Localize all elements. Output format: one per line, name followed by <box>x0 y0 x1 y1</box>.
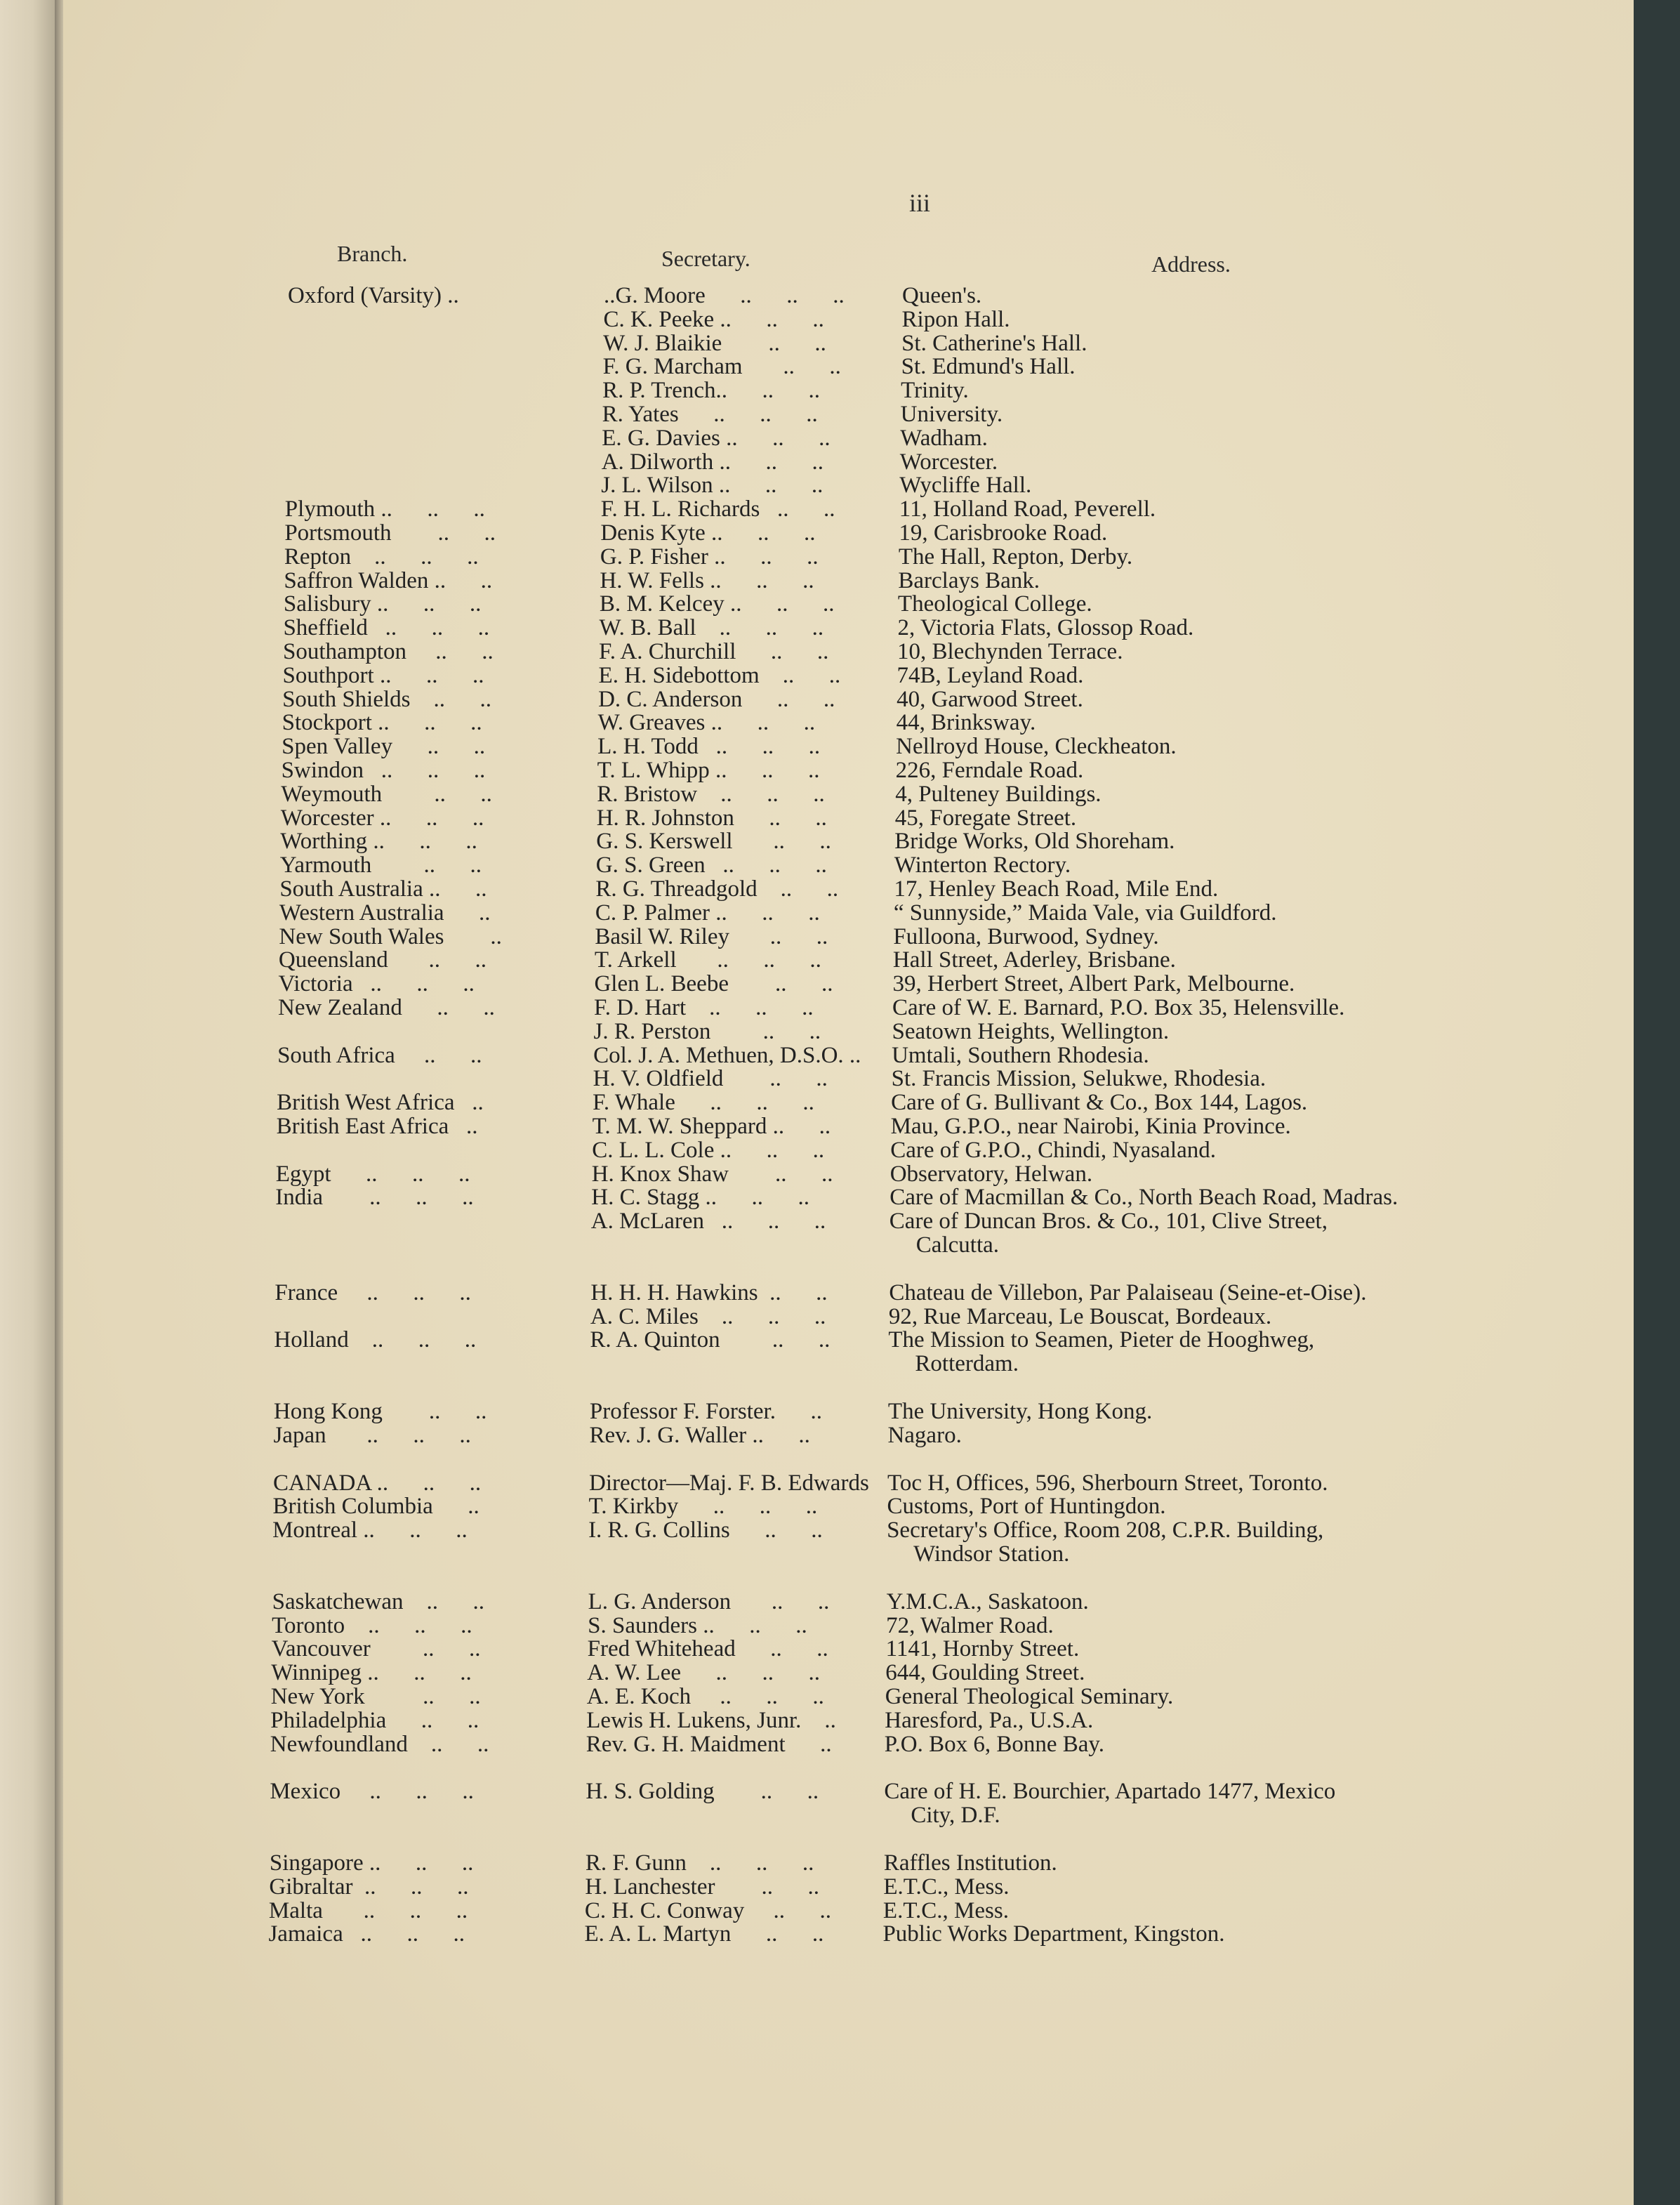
address-cell: E.T.C., Mess. <box>883 1874 1010 1900</box>
address-continuation: Rotterdam. <box>915 1351 1019 1377</box>
table-row <box>63 1185 1608 1209</box>
table-row <box>63 1067 1608 1091</box>
address-cell: St. Francis Mission, Selukwe, Rhodesia. <box>891 1066 1266 1092</box>
branch-cell: France .. .. .. <box>275 1279 471 1305</box>
address-continuation: City, D.F. <box>911 1803 1000 1829</box>
address-cell: Care of W. E. Barnard, P.O. Box 35, Helensville. <box>892 995 1345 1020</box>
secretary-cell: Basil W. Riley .. .. <box>595 923 828 949</box>
book-spine <box>0 0 55 2205</box>
address-cell: Queen's. <box>902 283 982 308</box>
branch-cell: Queensland .. .. <box>278 947 487 973</box>
secretary-cell: R. F. Gunn .. .. .. <box>585 1850 814 1876</box>
table-row <box>63 758 1608 782</box>
table-row <box>63 877 1608 901</box>
table-row <box>63 1661 1608 1685</box>
secretary-cell: G. S. Green .. .. .. <box>595 853 827 878</box>
secretary-cell: ..G. Moore .. .. .. <box>604 283 845 308</box>
address-cell: University. <box>900 402 1003 427</box>
secretary-cell: A. W. Lee .. .. .. <box>587 1660 820 1686</box>
branch-cell: Southport .. .. .. <box>282 662 484 688</box>
secretary-cell: Rev. J. G. Waller .. .. <box>589 1422 810 1448</box>
secretary-cell: J. L. Wilson .. .. .. <box>601 473 824 499</box>
secretary-cell: R. P. Trench.. .. .. <box>602 378 821 404</box>
address-cell: Care of G. Bullivant & Co., Box 144, Lagos. <box>891 1090 1308 1116</box>
branch-cell: Toronto .. .. .. <box>272 1612 472 1638</box>
address-cell: The Hall, Repton, Derby. <box>898 544 1133 570</box>
table-row <box>63 355 1608 379</box>
secretary-cell: W. J. Blaikie .. .. <box>603 330 826 356</box>
address-cell: Raffles Institution. <box>883 1850 1057 1876</box>
branch-cell: Worcester .. .. .. <box>280 805 484 831</box>
secretary-cell: Professor F. Forster. .. <box>589 1399 822 1424</box>
secretary-cell: T. M. W. Sheppard .. .. <box>592 1114 831 1139</box>
branch-cell: South Shields .. .. <box>282 686 492 712</box>
secretary-cell: Col. J. A. Methuen, D.S.O. .. <box>593 1042 861 1068</box>
secretary-cell: C. L. L. Cole .. .. .. <box>592 1137 825 1163</box>
table-row <box>63 925 1608 949</box>
branch-cell: Singapore .. .. .. <box>269 1850 474 1876</box>
branch-cell: Mexico .. .. .. <box>270 1779 474 1805</box>
secretary-cell: A. C. Miles .. .. .. <box>590 1303 826 1329</box>
address-cell: P.O. Box 6, Bonne Bay. <box>884 1731 1105 1757</box>
secretary-cell: W. Greaves .. .. .. <box>597 710 816 736</box>
address-cell: Y.M.C.A., Saskatoon. <box>886 1588 1089 1614</box>
table-row <box>63 711 1608 735</box>
table-row <box>63 1091 1608 1114</box>
branch-cell: Saskatchewan .. .. <box>272 1588 485 1614</box>
branch-cell: Saffron Walden .. .. <box>284 567 493 593</box>
branch-cell: Spen Valley .. .. <box>282 734 486 760</box>
branch-cell: British East Africa .. <box>276 1114 478 1139</box>
address-cell: 19, Carisbrooke Road. <box>899 520 1108 546</box>
table-row <box>63 972 1608 996</box>
table-row <box>63 1400 1608 1423</box>
table-row <box>63 1209 1608 1233</box>
table-row <box>63 806 1608 830</box>
address-cell: St. Catherine's Hall. <box>901 330 1087 356</box>
address-cell: General Theological Seminary. <box>885 1684 1174 1709</box>
address-cell: 4, Pulteney Buildings. <box>895 781 1102 807</box>
table-row <box>63 1614 1608 1638</box>
table-row <box>63 1305 1608 1329</box>
secretary-cell: H. Lanchester .. .. <box>585 1874 819 1900</box>
secretary-cell: H. S. Golding .. .. <box>586 1779 819 1805</box>
table-row <box>63 901 1608 925</box>
page-number: iii <box>909 189 931 217</box>
address-continuation: Windsor Station. <box>913 1541 1070 1567</box>
branch-cell: Vancouver .. .. <box>271 1636 481 1662</box>
table-row <box>63 1281 1608 1305</box>
address-cell: St. Edmund's Hall. <box>901 354 1076 380</box>
table-row <box>63 664 1608 687</box>
table-row <box>63 521 1608 545</box>
secretary-cell: I. R. G. Collins .. .. <box>588 1518 823 1544</box>
table-row <box>63 1518 1608 1542</box>
secretary-cell: R. Yates .. .. .. <box>602 402 818 427</box>
address-cell: Haresford, Pa., U.S.A. <box>885 1707 1094 1733</box>
document-page <box>63 0 1634 2205</box>
table-row <box>63 545 1608 569</box>
secretary-cell: Fred Whitehead .. .. <box>587 1636 828 1662</box>
branch-cell: Southampton .. .. <box>283 639 494 664</box>
table-row <box>63 1114 1608 1138</box>
secretary-cell: J. R. Perston .. .. <box>593 1018 821 1044</box>
branch-cell: Stockport .. .. .. <box>282 710 482 736</box>
address-cell: Wadham. <box>900 425 988 451</box>
secretary-cell: Rev. G. H. Maidment .. <box>586 1731 832 1757</box>
secretary-cell: Glen L. Beebe .. .. <box>594 971 833 997</box>
table-row <box>63 1471 1608 1495</box>
table-row <box>63 1044 1608 1067</box>
branch-cell: South Africa .. .. <box>277 1042 482 1068</box>
table-row <box>63 996 1608 1020</box>
secretary-cell: C. H. C. Conway .. .. <box>584 1897 832 1923</box>
address-cell: Barclays Bank. <box>898 567 1040 593</box>
table-row <box>63 1851 1608 1875</box>
branch-cell: Oxford (Varsity) .. <box>288 283 459 308</box>
table-row <box>63 616 1608 640</box>
address-cell: Hall Street, Aderley, Brisbane. <box>892 947 1176 973</box>
branch-cell: CANADA .. .. .. <box>273 1470 482 1496</box>
branch-cell: Hong Kong .. .. <box>273 1399 487 1424</box>
secretary-cell: E. G. Davies .. .. .. <box>602 425 831 451</box>
secretary-cell: F. Whale .. .. .. <box>593 1090 814 1116</box>
table-row <box>63 640 1608 664</box>
branch-cell: British West Africa .. <box>277 1090 484 1116</box>
address-cell: Customs, Port of Huntingdon. <box>887 1494 1166 1520</box>
address-cell: 74B, Leyland Road. <box>897 662 1084 688</box>
table-row <box>63 592 1608 616</box>
address-cell: E.T.C., Mess. <box>882 1897 1009 1923</box>
address-cell: 11, Holland Road, Peverell. <box>899 496 1156 522</box>
secretary-cell: T. Arkell .. .. .. <box>594 947 821 973</box>
table-row <box>63 1423 1608 1447</box>
secretary-cell: E. H. Sidebottom .. .. <box>598 662 841 688</box>
address-cell: 10, Blechynden Terrace. <box>897 639 1123 664</box>
branch-cell: New South Wales .. <box>279 923 502 949</box>
branch-cell: Holland .. .. .. <box>274 1327 477 1353</box>
secretary-cell: C. P. Palmer .. .. .. <box>595 900 820 926</box>
address-cell: Worcester. <box>899 449 998 475</box>
secretary-cell: H. H. H. Hawkins .. .. <box>590 1279 828 1305</box>
secretary-cell: L. G. Anderson .. .. <box>588 1588 830 1614</box>
secretary-cell: C. K. Peeke .. .. .. <box>603 306 824 332</box>
secretary-cell: F. G. Marcham .. .. <box>602 354 841 380</box>
address-cell: Seatown Heights, Wellington. <box>892 1018 1170 1044</box>
address-cell: Fulloona, Burwood, Sydney. <box>893 923 1159 949</box>
secretary-cell: F. H. L. Richards .. .. <box>600 496 835 522</box>
branch-cell: Egypt .. .. .. <box>275 1161 470 1187</box>
secretary-cell: H. R. Johnston .. .. <box>596 805 827 831</box>
address-cell: Chateau de Villebon, Par Palaiseau (Seine-et-Oise). <box>889 1279 1367 1305</box>
branch-cell: Gibraltar .. .. .. <box>269 1874 469 1900</box>
address-cell: Ripon Hall. <box>901 306 1010 332</box>
table-row <box>63 1162 1608 1186</box>
branch-cell: Japan .. .. .. <box>273 1422 471 1448</box>
secretary-cell: T. L. Whipp .. .. .. <box>597 758 820 783</box>
secretary-cell: B. M. Kelcey .. .. .. <box>599 591 835 617</box>
branch-cell: Jamaica .. .. .. <box>268 1921 465 1947</box>
secretary-cell: Director—Maj. F. B. Edwards <box>589 1470 869 1496</box>
secretary-cell: H. W. Fells .. .. .. <box>600 567 814 593</box>
table-row <box>63 853 1608 877</box>
secretary-cell: W. B. Ball .. .. .. <box>599 615 824 641</box>
table-row <box>63 1590 1608 1614</box>
branch-cell: Portsmouth .. .. <box>284 520 496 546</box>
secretary-cell: Lewis H. Lukens, Junr. .. <box>586 1707 836 1733</box>
address-cell: Umtali, Southern Rhodesia. <box>892 1042 1149 1068</box>
address-cell: The Mission to Seamen, Pieter de Hooghweg, <box>888 1327 1315 1353</box>
address-cell: 644, Goulding Street. <box>885 1660 1085 1686</box>
branch-cell: Weymouth .. .. <box>281 781 492 807</box>
secretary-cell: F. D. Hart .. .. .. <box>594 995 814 1020</box>
branch-cell: Swindon .. .. .. <box>281 758 486 783</box>
branch-cell: Yarmouth .. .. <box>279 853 482 878</box>
table-row <box>63 1328 1608 1352</box>
secretary-cell: L. H. Todd .. .. .. <box>597 734 821 760</box>
secretary-cell: G. P. Fisher .. .. .. <box>600 544 819 570</box>
address-cell: Trinity. <box>901 378 969 404</box>
address-cell: 226, Ferndale Road. <box>895 758 1084 783</box>
address-cell: Observatory, Helwan. <box>889 1161 1093 1187</box>
branch-cell: Salisbury .. .. .. <box>283 591 482 617</box>
address-cell: Bridge Works, Old Shoreham. <box>894 829 1175 855</box>
table-row <box>63 1899 1608 1923</box>
address-cell: 72, Walmer Road. <box>886 1612 1054 1638</box>
address-cell: Care of G.P.O., Chindi, Nyasaland. <box>890 1137 1216 1163</box>
secretary-cell: H. C. Stagg .. .. .. <box>591 1185 810 1211</box>
address-cell: “ Sunnyside,” Maida Vale, via Guildford. <box>893 900 1277 926</box>
address-cell: 40, Garwood Street. <box>897 686 1083 712</box>
address-cell: 2, Victoria Flats, Glossop Road. <box>897 615 1194 641</box>
address-cell: Nellroyd House, Cleckheaton. <box>896 734 1177 760</box>
address-cell: Care of Macmillan & Co., North Beach Road, Madras. <box>889 1185 1398 1211</box>
secretary-cell: H. V. Oldfield .. .. <box>593 1066 828 1092</box>
table-row <box>63 948 1608 972</box>
secretary-cell: A. E. Koch .. .. .. <box>586 1684 824 1709</box>
table-row <box>63 1685 1608 1709</box>
table-row <box>63 497 1608 521</box>
address-cell: 44, Brinksway. <box>896 710 1036 736</box>
branch-cell: Philadelphia .. .. <box>270 1707 479 1733</box>
address-header: Address. <box>1151 251 1231 277</box>
address-cell: Toc H, Offices, 596, Sherbourn Street, Toronto. <box>887 1470 1328 1496</box>
branch-cell: South Australia .. .. <box>279 876 487 902</box>
address-cell: 45, Foregate Street. <box>894 805 1077 831</box>
address-cell: 1141, Hornby Street. <box>885 1636 1080 1662</box>
table-row <box>63 735 1608 758</box>
table-row <box>63 1020 1608 1044</box>
address-cell: Care of H. E. Bourchier, Apartado 1477, Mexico <box>884 1779 1336 1805</box>
secretary-cell: T. Kirkby .. .. .. <box>588 1494 818 1520</box>
address-cell: Theological College. <box>897 591 1092 617</box>
table-row <box>63 569 1608 593</box>
address-cell: 17, Henley Beach Road, Mile End. <box>894 876 1219 902</box>
table-row <box>63 829 1608 853</box>
branch-cell: Western Australia .. <box>279 900 491 926</box>
secretary-cell: Denis Kyte .. .. .. <box>600 520 816 546</box>
table-row <box>63 473 1608 497</box>
branch-cell: Malta .. .. .. <box>268 1897 468 1923</box>
address-continuation: Calcutta. <box>915 1232 1000 1258</box>
address-cell: Wycliffe Hall. <box>899 473 1032 499</box>
table-row <box>63 782 1608 806</box>
address-cell: 92, Rue Marceau, Le Bouscat, Bordeaux. <box>888 1303 1272 1329</box>
table-row <box>63 1494 1608 1518</box>
address-cell: Secretary's Office, Room 208, C.P.R. Building, <box>887 1518 1324 1544</box>
spine-shadow <box>55 0 63 2205</box>
address-cell: Care of Duncan Bros. & Co., 101, Clive Street, <box>889 1209 1328 1235</box>
secretary-cell: H. Knox Shaw .. .. <box>591 1161 833 1187</box>
branch-cell: Repton .. .. .. <box>284 544 479 570</box>
branch-header: Branch. <box>337 241 408 266</box>
branch-cell: Montreal .. .. .. <box>272 1518 468 1544</box>
table-row <box>63 1732 1608 1756</box>
address-cell: Mau, G.P.O., near Nairobi, Kinia Province. <box>890 1114 1291 1139</box>
branch-cell: New York .. .. <box>270 1684 481 1709</box>
branch-cell: Winnipeg .. .. .. <box>271 1660 472 1686</box>
table-row <box>63 687 1608 711</box>
address-cell: Nagaro. <box>887 1422 962 1448</box>
table-row <box>63 450 1608 474</box>
table-row <box>63 1875 1608 1899</box>
secretary-cell: G. S. Kerswell .. .. <box>596 829 831 855</box>
table-row <box>63 402 1608 426</box>
branch-cell: Victoria .. .. .. <box>278 971 475 997</box>
secretary-cell: F. A. Churchill .. .. <box>599 639 829 664</box>
secretary-cell: R. Bristow .. .. .. <box>597 781 825 807</box>
secretary-header: Secretary. <box>661 246 750 271</box>
secretary-cell: A. McLaren .. .. .. <box>590 1209 826 1235</box>
secretary-cell: R. G. Threadgold .. .. <box>595 876 839 902</box>
branch-cell: India .. .. .. <box>275 1185 474 1211</box>
table-row <box>63 426 1608 450</box>
table-row <box>63 1922 1608 1946</box>
branch-cell: Plymouth .. .. .. <box>284 496 485 522</box>
branch-cell: British Columbia .. <box>272 1494 479 1520</box>
address-cell: Public Works Department, Kingston. <box>882 1921 1225 1947</box>
branch-cell: Newfoundland .. .. <box>270 1731 489 1757</box>
table-row <box>63 1709 1608 1732</box>
address-cell: The University, Hong Kong. <box>887 1399 1153 1424</box>
table-row <box>63 308 1608 331</box>
table-row <box>63 1637 1608 1661</box>
table-row <box>63 1138 1608 1162</box>
table-row <box>63 331 1608 355</box>
secretary-cell: R. A. Quinton .. .. <box>590 1327 831 1353</box>
secretary-cell: D. C. Anderson .. .. <box>598 686 835 712</box>
address-cell: 39, Herbert Street, Albert Park, Melbourne. <box>892 971 1295 997</box>
address-cell: Winterton Rectory. <box>894 853 1071 878</box>
table-row <box>63 1779 1608 1803</box>
secretary-cell: S. Saunders .. .. .. <box>588 1612 807 1638</box>
secretary-cell: E. A. L. Martyn .. .. <box>584 1921 824 1947</box>
table-row <box>63 284 1608 308</box>
branch-cell: Sheffield .. .. .. <box>283 615 490 641</box>
branch-cell: New Zealand .. .. <box>278 995 495 1020</box>
branch-cell: Worthing .. .. .. <box>280 829 477 855</box>
table-row <box>63 379 1608 402</box>
secretary-cell: A. Dilworth .. .. .. <box>601 449 824 475</box>
